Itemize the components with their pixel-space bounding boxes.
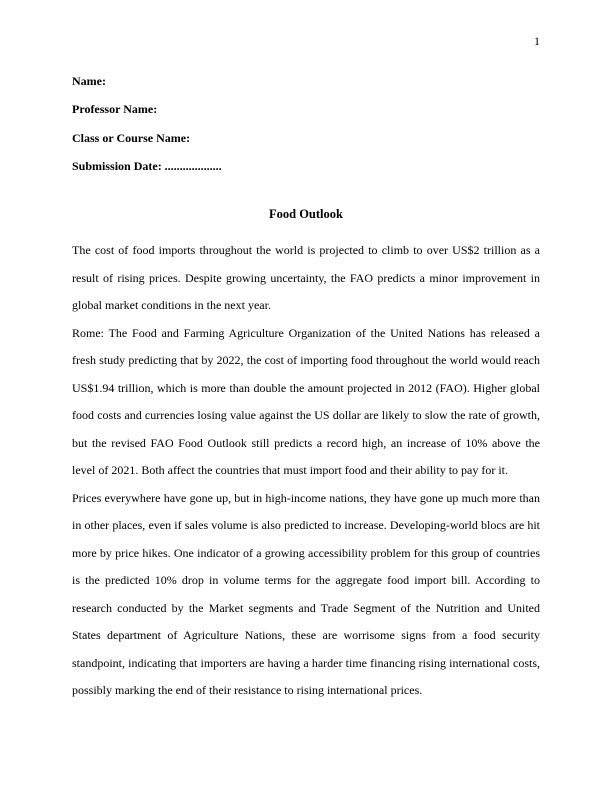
document-title: Food Outlook [269, 206, 343, 221]
page-number: 1 [534, 34, 540, 48]
course-name-line: Class or Course Name: [72, 130, 191, 145]
submission-date-line: Submission Date: ................... [72, 159, 222, 174]
body-paragraph: Rome: The Food and Farming Agriculture Organization of the United Nations has released a fresh study predicting that by 2022, the cost of importing food throughout the world would reach US$1.94 trillion, which is more than double the amount projected in 2012 (FAO). Higher global food costs and currencies losing value against the US dollar are likely to slow the rate of growth, but the revised FAO Food Outlook still predicts a record high, an increase of 10% above the level of 2021. Both affect the countries that must import food and their ability to pay for it. [72, 325, 540, 478]
document-body [72, 237, 540, 705]
heading-block [72, 0, 540, 181]
body-paragraph: The cost of food imports throughout the world is projected to climb to over US$2 trillion as a result of rising prices. Despite growing uncertainty, the FAO predicts a minor improvement in global market conditions in the next year. [72, 243, 540, 313]
name-line: Name: [72, 74, 106, 88]
body-paragraph: Prices everywhere have gone up, but in high-income nations, they have gone up much more than in other places, even if sales volume is also predicted to increase. Developing-world blocs are hit more by price hikes. One indicator of a growing accessibility problem for this group of countries is the predicted 10% drop in volume terms for the aggregate food import bill. According to research conducted by the Market segments and Trade Segment of the Nutrition and United States department of Agriculture Nations, these are worrisome signs from a food security standpoint, indicating that importers are having a harder time financing rising international costs, possibly marking the end of their resistance to rising international prices. [72, 490, 540, 698]
professor-name-line: Professor Name: [72, 102, 158, 117]
